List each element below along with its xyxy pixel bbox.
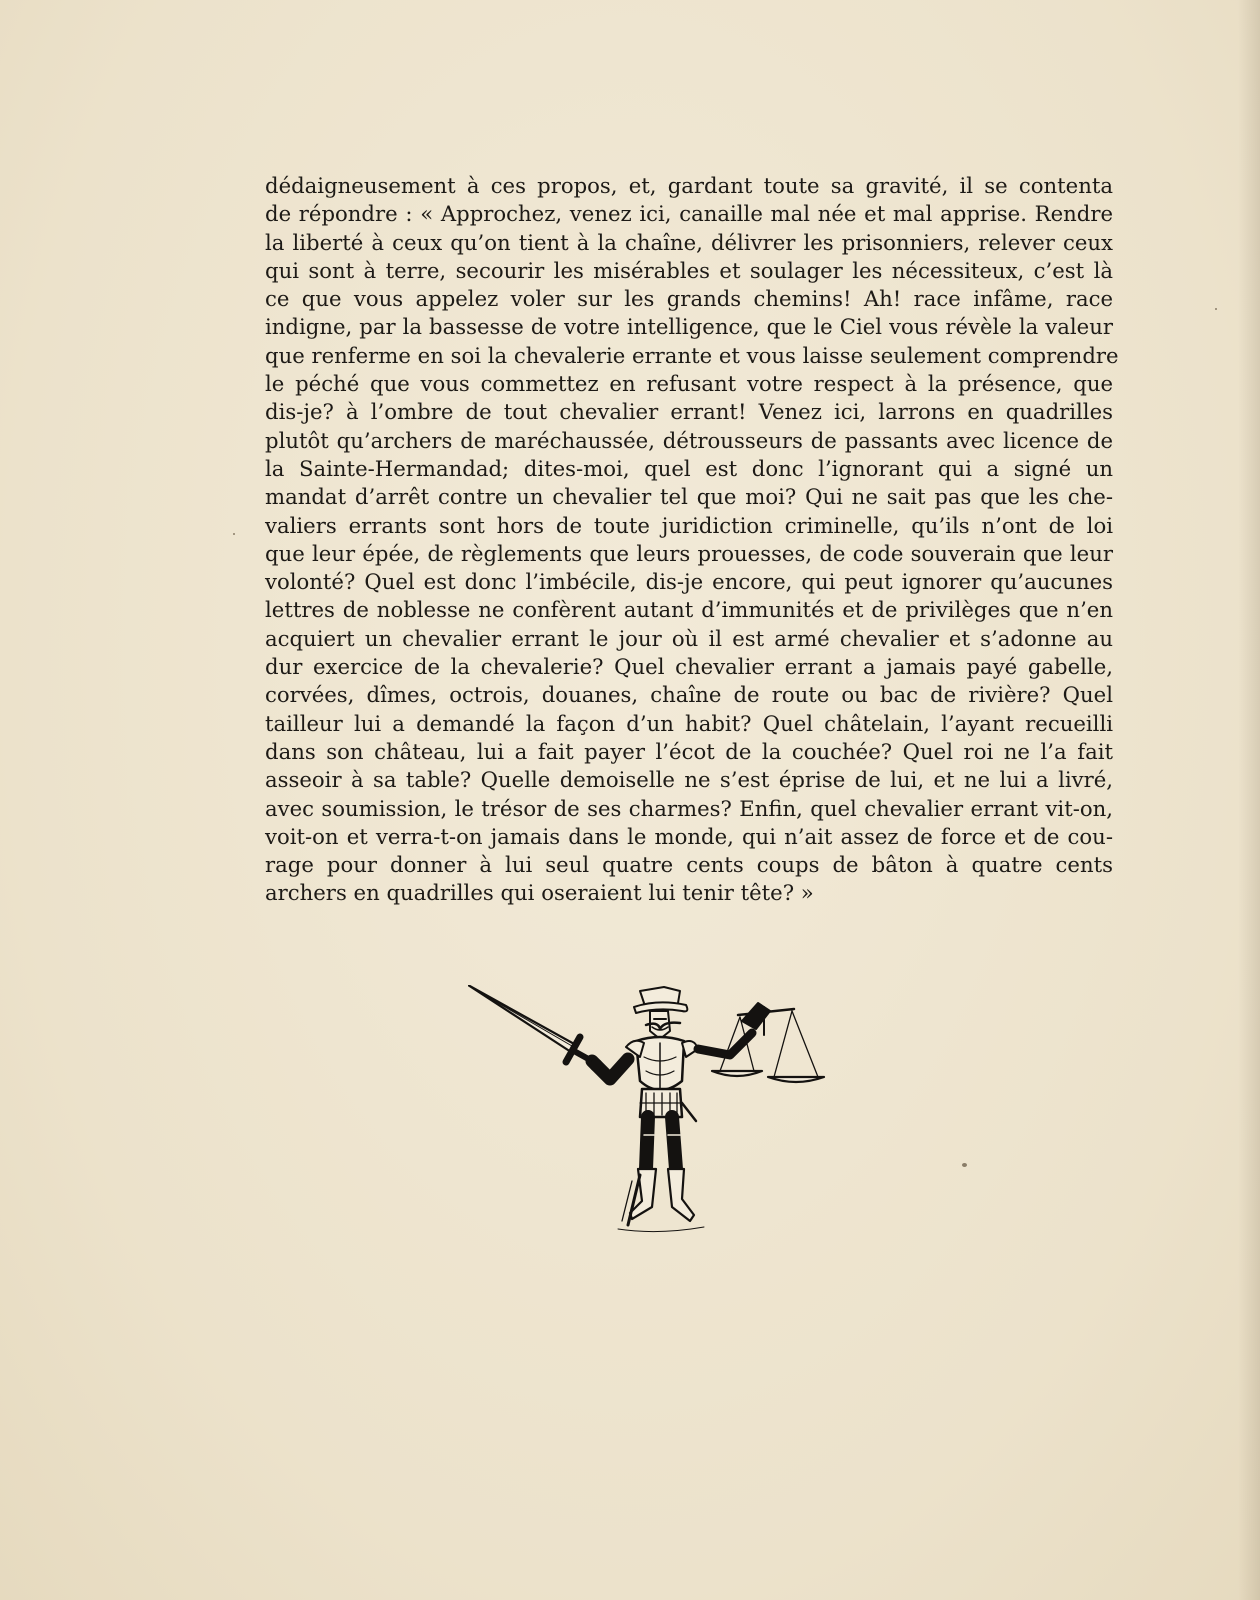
paper-speck <box>962 1163 967 1167</box>
text-line: voit-on et verra-t-on jamais dans le monde, qui n’ait assez de force et de cou- <box>265 823 1113 849</box>
paper-speck <box>1215 308 1217 310</box>
text-line: qui sont à terre, secourir les misérables et soulager les nécessiteux, c’est là <box>265 257 1113 283</box>
text-line: que leur épée, de règlements que leurs prouesses, de code souverain que leur <box>265 540 1113 566</box>
text-line: que renferme en soi la chevalerie errante et vous laisse seulement comprendre <box>265 342 1119 368</box>
text-line: lettres de noblesse ne confèrent autant d’immunités et de privilèges que n’en <box>265 597 1113 623</box>
text-line: corvées, dîmes, octrois, douanes, chaîne de route ou bac de rivière? Quel <box>265 682 1113 708</box>
text-line: indigne, par la bassesse de votre intelligence, que le Ciel vous révèle la valeur <box>265 314 1113 340</box>
text-line: tailleur lui a demandé la façon d’un habit? Quel châtelain, l’ayant recueilli <box>265 710 1113 736</box>
text-line: mandat d’arrêt contre un chevalier tel que moi? Qui ne sait pas que les che- <box>265 484 1113 510</box>
text-line: valiers errants sont hors de toute juridiction criminelle, qu’ils n’ont de loi <box>265 512 1113 538</box>
text-line: dis-je? à l’ombre de tout chevalier errant! Venez ici, larrons en quadrilles <box>265 399 1113 425</box>
text-line: plutôt qu’archers de maréchaussée, détrousseurs de passants avec licence de <box>265 427 1113 453</box>
text-line: acquiert un chevalier errant le jour où il est armé chevalier et s’adonne au <box>265 625 1113 651</box>
text-line: de répondre : « Approchez, venez ici, canaille mal née et mal apprise. Rendre <box>265 201 1113 227</box>
text-line: dédaigneusement à ces propos, et, gardant toute sa gravité, il se contenta <box>265 173 1113 198</box>
text-line: le péché que vous commettez en refusant votre respect à la présence, que <box>265 371 1113 397</box>
text-line: asseoir à sa table? Quelle demoiselle ne s’est éprise de lui, et ne lui a livré, <box>265 767 1113 793</box>
body-text <box>265 172 1119 908</box>
knight-with-sword-and-scales-icon <box>468 985 838 1265</box>
text-line: la liberté à ceux qu’on tient à la chaîne, délivrer les prisonniers, relever ceux <box>265 229 1113 255</box>
text-line: volonté? Quel est donc l’imbécile, dis-je encore, qui peut ignorer qu’aucunes <box>265 569 1113 595</box>
paper-speck <box>233 533 235 535</box>
text-line: dans son château, lui a fait payer l’écot de la couchée? Quel roi ne l’a fait <box>265 738 1113 764</box>
page-edge-shadow <box>1238 0 1260 1600</box>
text-line: dur exercice de la chevalerie? Quel chevalier errant a jamais payé gabelle, <box>265 654 1113 680</box>
text-line: la Sainte-Hermandad; dites-moi, quel est donc l’ignorant qui a signé un <box>265 455 1113 481</box>
text-line: rage pour donner à lui seul quatre cents coups de bâton à quatre cents <box>265 852 1113 878</box>
text-line: ce que vous appelez voler sur les grands chemins! Ah! race infâme, race <box>265 286 1113 312</box>
text-line-last: archers en quadrilles qui oseraient lui tenir tête? » <box>265 880 814 906</box>
text-line: avec soumission, le trésor de ses charmes? Enfin, quel chevalier errant vit-on, <box>265 795 1113 821</box>
